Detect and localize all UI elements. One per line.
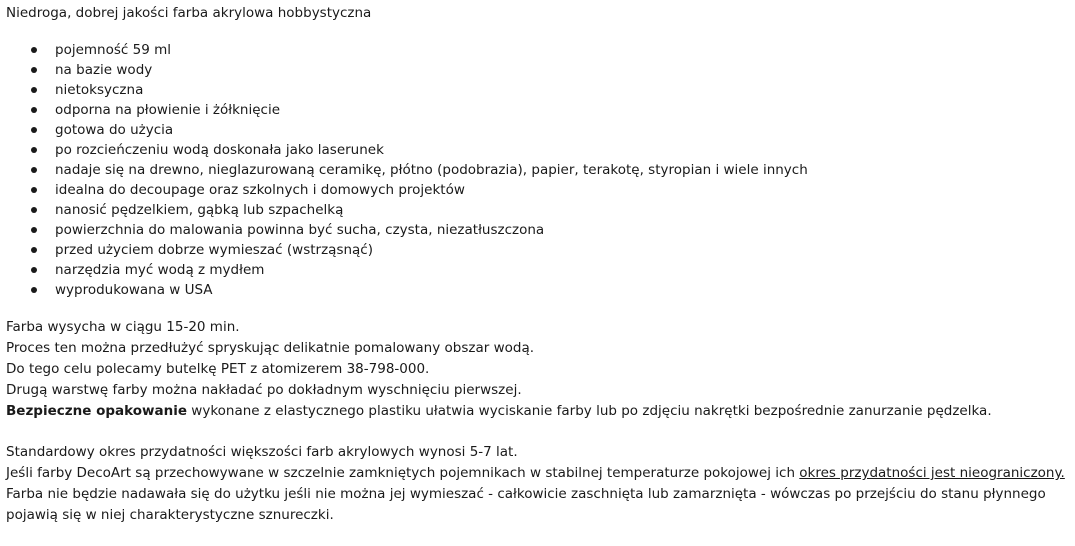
bullet-icon: [31, 227, 37, 233]
bullet-icon: [31, 187, 37, 193]
packaging-bold-label: Bezpieczne opakowanie: [6, 403, 187, 419]
drying-line: Farba wysycha w ciągu 15-20 min.: [6, 319, 240, 335]
list-item: [6, 160, 1068, 180]
list-item: [6, 120, 1068, 140]
list-item: [6, 60, 1068, 80]
packaging-line: [6, 401, 1068, 422]
list-item: [6, 40, 1068, 60]
list-item: [6, 140, 1068, 160]
bullet-icon: [31, 207, 37, 213]
feature-text: powierzchnia do malowania powinna być sucha, czysta, niezatłuszczona: [55, 222, 545, 238]
list-item: [6, 260, 1068, 280]
intro-text: Niedroga, dobrej jakości farba akrylowa hobbystyczna: [6, 5, 372, 21]
feature-text: gotowa do użycia: [55, 122, 174, 138]
feature-text: na bazie wody: [55, 62, 153, 78]
feature-text: nanosić pędzelkiem, gąbką lub szpachelką: [55, 202, 344, 218]
shelf-life-paragraph: [6, 442, 1068, 526]
list-item: [6, 80, 1068, 100]
bullet-icon: [31, 167, 37, 173]
drying-line: Do tego celu polecamy butelkę PET z atomizerem 38-798-000.: [6, 361, 430, 377]
feature-text: przed użyciem dobrze wymieszać (wstrząsnąć): [55, 242, 373, 258]
bullet-icon: [31, 247, 37, 253]
feature-text: odporna na płowienie i żółknięcie: [55, 102, 281, 118]
feature-text: idealna do decoupage oraz szkolnych i domowych projektów: [55, 182, 465, 198]
list-item: [6, 200, 1068, 220]
bullet-icon: [31, 127, 37, 133]
shelf-life-line: [6, 463, 1068, 484]
feature-text: nadaje się na drewno, nieglazurowaną ceramikę, płótno (podobrazia), papier, terakotę, styropian i wiele innych: [55, 162, 808, 178]
list-item: [6, 180, 1068, 200]
drying-line: Proces ten można przedłużyć spryskując delikatnie pomalowany obszar wodą.: [6, 340, 535, 356]
list-item: [6, 280, 1068, 300]
bullet-icon: [31, 107, 37, 113]
shelf-life-line: Standardowy okres przydatności większości farb akrylowych wynosi 5-7 lat.: [6, 444, 518, 460]
shelf-life-line: Farba nie będzie nadawała się do użytku jeśli nie można jej wymieszać - całkowicie zaschnięta lub zamarznięta - wówczas po przejściu do stanu płynnego pojawią się w niej charakterystyczne sznureczki.: [6, 486, 1046, 523]
bullet-icon: [31, 67, 37, 73]
bullet-icon: [31, 287, 37, 293]
bullet-icon: [31, 87, 37, 93]
feature-text: wyprodukowana w USA: [55, 282, 213, 298]
list-item: [6, 240, 1068, 260]
product-description: [6, 3, 1068, 546]
feature-text: pojemność 59 ml: [55, 42, 171, 58]
shelf-life-underlined: okres przydatności jest nieograniczony.: [799, 465, 1065, 481]
packaging-text: wykonane z elastycznego plastiku ułatwia wyciskanie farby lub po zdjęciu nakrętki bezpośrednie zanurzanie pędzelka.: [187, 403, 992, 419]
list-item: [6, 100, 1068, 120]
shelf-life-text: Jeśli farby DecoArt są przechowywane w szczelnie zamkniętych pojemnikach w stabilnej temperaturze pokojowej ich: [6, 465, 800, 481]
drying-paragraph: [6, 317, 1068, 422]
feature-text: narzędzia myć wodą z mydłem: [55, 262, 265, 278]
bullet-icon: [31, 47, 37, 53]
feature-text: po rozcieńczeniu wodą doskonała jako laserunek: [55, 142, 384, 158]
bullet-icon: [31, 147, 37, 153]
bullet-icon: [31, 267, 37, 273]
list-item: [6, 220, 1068, 240]
feature-list: [6, 40, 1068, 300]
drying-line: Drugą warstwę farby można nakładać po dokładnym wyschnięciu pierwszej.: [6, 382, 522, 398]
feature-text: nietoksyczna: [55, 82, 144, 98]
